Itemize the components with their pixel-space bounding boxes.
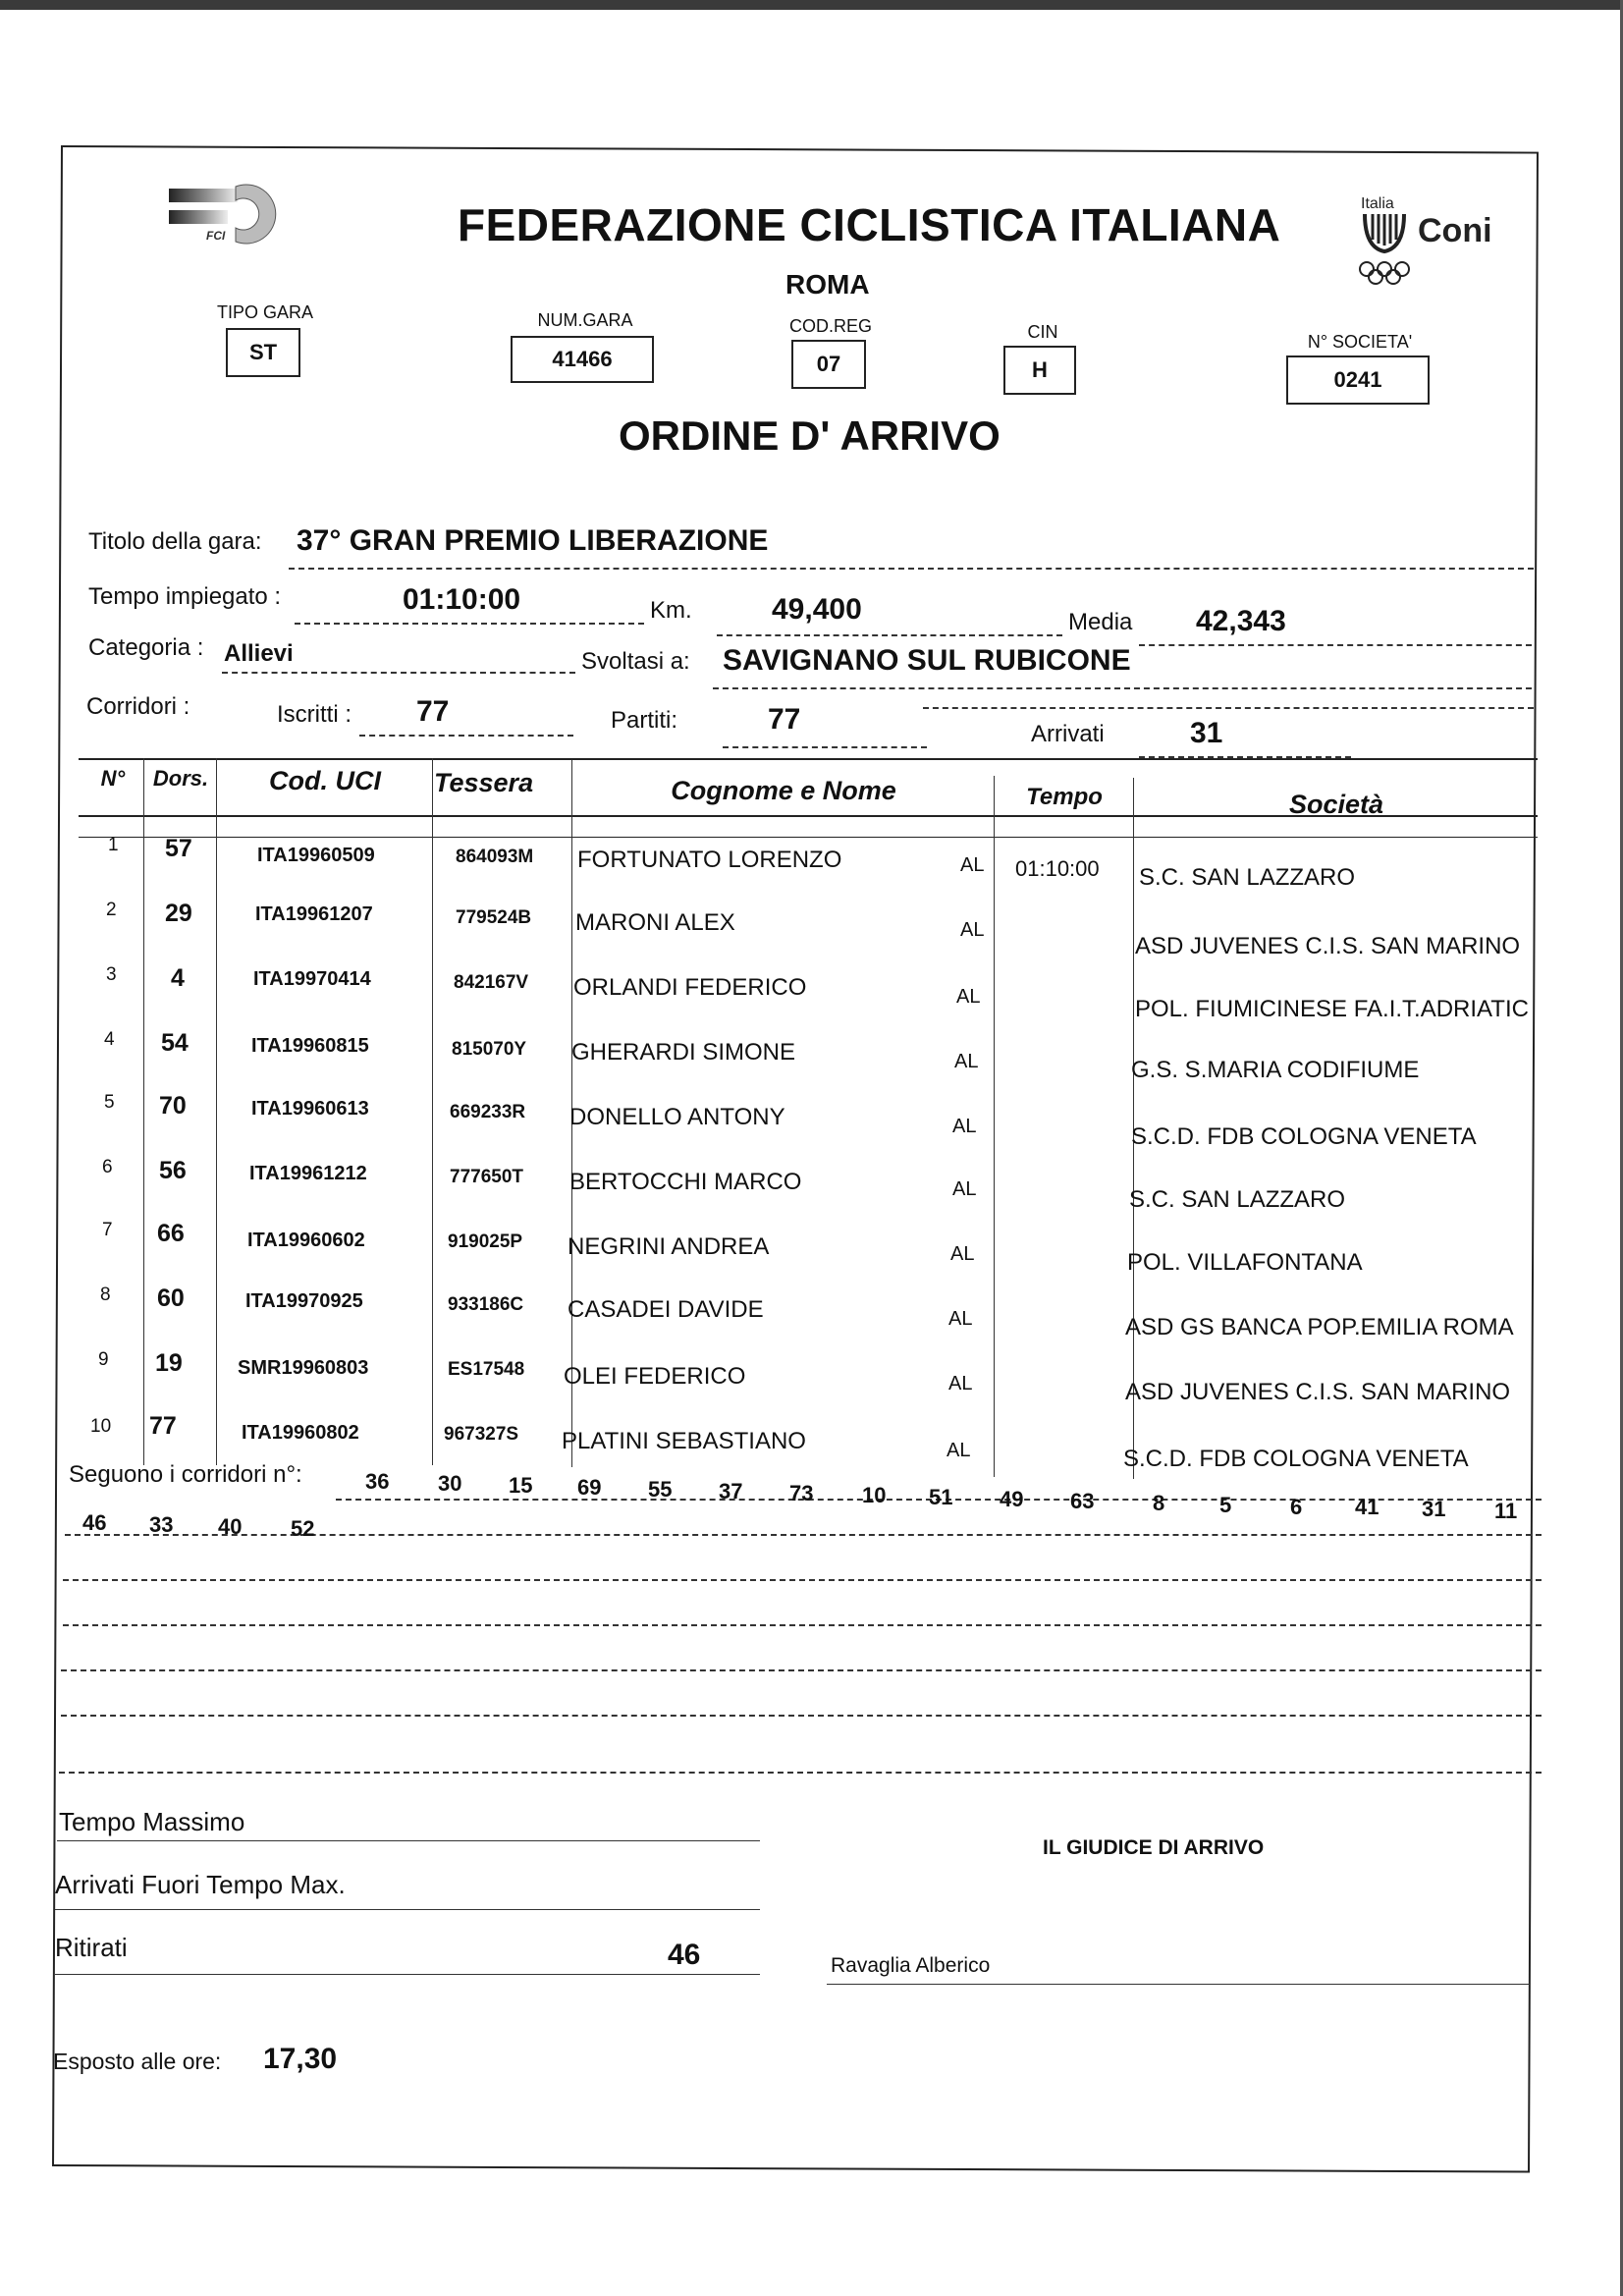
tempo-massimo-label: Tempo Massimo [59, 1807, 245, 1836]
svg-text:Coni: Coni [1418, 212, 1492, 249]
titolo-value: 37° GRAN PREMIO LIBERAZIONE [297, 524, 769, 557]
media-line [1139, 644, 1532, 646]
ritirati-value: 46 [668, 1939, 701, 1971]
cin-box: H [1003, 346, 1076, 395]
svoltasi-label: Svoltasi a: [581, 648, 690, 675]
header-tessera: Tessera [434, 768, 534, 797]
table-row: 2 29 ITA19961207 779524B MARONI ALEX AL ASD JUVENES C.I.S. SAN MARINO [106, 900, 1521, 959]
cin-label: CIN [1027, 322, 1058, 342]
corridori-extra-line [923, 707, 1534, 709]
partiti-line [723, 746, 927, 748]
federation-title: FEDERAZIONE CICLISTICA ITALIANA [458, 199, 1281, 250]
fuori-tempo-label: Arrivati Fuori Tempo Max. [55, 1870, 346, 1899]
city-title: ROMA [785, 269, 870, 300]
tempo-value: 01:10:00 [403, 583, 521, 616]
tipo-gara-box: ST [226, 328, 300, 377]
arrivati-value: 31 [1190, 717, 1223, 749]
table-row: 4 54 ITA19960815 815070Y GHERARDI SIMONE AL G.S. S.MARIA CODIFIUME [104, 1029, 1420, 1083]
tempo-label: Tempo impiegato : [88, 583, 282, 610]
fuori-tempo-line [55, 1909, 760, 1910]
blank-line-4 [61, 1715, 1542, 1717]
fci-logo-icon [167, 183, 302, 246]
giudice-label: IL GIUDICE DI ARRIVO [1043, 1836, 1265, 1859]
esposto-label: Esposto alle ore: [53, 2049, 222, 2074]
km-label: Km. [650, 597, 692, 624]
cod-reg-label: COD.REG [788, 316, 872, 336]
blank-line-3 [61, 1669, 1542, 1671]
cod-reg-box: 07 [791, 340, 866, 389]
header-dors: Dors. [152, 766, 209, 791]
partiti-label: Partiti: [611, 707, 678, 734]
giudice-name: Ravaglia Alberico [831, 1954, 991, 1977]
corridori-label: Corridori : [86, 693, 190, 720]
iscritti-value: 77 [416, 695, 450, 728]
header-cod-uci: Cod. UCI [269, 766, 381, 795]
km-value: 49,400 [772, 593, 862, 626]
svoltasi-line [713, 687, 1532, 689]
categoria-value: Allievi [224, 640, 294, 667]
table-row: 10 77 ITA19960802 967327S PLATINI SEBASTIANO AL S.C.D. FDB COLOGNA VENETA [90, 1412, 1469, 1472]
seguono-label: Seguono i corridori n°: [69, 1461, 302, 1488]
iscritti-label: Iscritti : [277, 701, 352, 728]
iscritti-line [359, 735, 573, 737]
esposto-value: 17,30 [263, 2043, 338, 2075]
table-row: 3 4 ITA19970414 842167V ORLANDI FEDERICO AL POL. FIUMICINESE FA.I.T.ADRIATIC [106, 964, 1529, 1022]
arrivati-label: Arrivati [1031, 721, 1105, 747]
header-n: N° [100, 766, 126, 791]
num-gara-box: 41466 [511, 336, 654, 383]
categoria-line [222, 672, 575, 674]
svoltasi-value: SAVIGNANO SUL RUBICONE [723, 644, 1131, 677]
table-row: 7 66 ITA19960602 919025P NEGRINI ANDREA AL POL. VILLAFONTANA [102, 1220, 1363, 1276]
table-row: 9 19 SMR19960803 ES17548 OLEI FEDERICO AL ASD JUVENES C.I.S. SAN MARINO [98, 1349, 1511, 1405]
titolo-line [289, 568, 1534, 570]
num-gara-label: NUM.GARA [537, 310, 633, 330]
media-label: Media [1068, 609, 1133, 635]
header-cognome-nome: Cognome e Nome [671, 776, 896, 805]
blank-line-1 [63, 1579, 1542, 1581]
table-row: 8 60 ITA19970925 933186C CASADEI DAVIDE AL ASD GS BANCA POP.EMILIA ROMA [100, 1285, 1514, 1340]
n-societa-label: N° SOCIETA' [1307, 332, 1413, 352]
header-societa: Società [1288, 790, 1384, 819]
fci-logo-text: FCI [206, 229, 226, 243]
document-title: ORDINE D' ARRIVO [619, 412, 1001, 459]
table-row: 1 57 ITA19960509 864093M FORTUNATO LORENZO AL 01:10:00 S.C. SAN LAZZARO [108, 835, 1356, 891]
svg-text:Italia: Italia [1361, 195, 1394, 212]
tempo-line [295, 623, 644, 625]
ritirati-line [55, 1974, 760, 1975]
media-value: 42,343 [1196, 605, 1286, 637]
table-row: 5 70 ITA19960613 669233R DONELLO ANTONY AL S.C.D. FDB COLOGNA VENETA [104, 1092, 1477, 1150]
seguono-line-2 [65, 1534, 1542, 1536]
titolo-label: Titolo della gara: [88, 528, 262, 555]
scan-edge-top [0, 0, 1623, 10]
ritirati-label: Ritirati [55, 1933, 128, 1962]
blank-line-2 [63, 1624, 1542, 1626]
header-tempo: Tempo [1026, 784, 1103, 810]
table-row: 6 56 ITA19961212 777650T BERTOCCHI MARCO AL S.C. SAN LAZZARO [102, 1157, 1346, 1213]
table-top-border [79, 758, 1538, 760]
tipo-gara-label: TIPO GARA [216, 302, 313, 322]
blank-line-5 [59, 1772, 1542, 1774]
km-line [717, 634, 1062, 636]
coni-logo-icon [1357, 192, 1530, 291]
partiti-value: 77 [768, 703, 801, 736]
categoria-label: Categoria : [88, 634, 204, 661]
n-societa-box: 0241 [1286, 355, 1430, 405]
tempo-massimo-line [57, 1840, 760, 1841]
giudice-signature-line [827, 1984, 1530, 1985]
